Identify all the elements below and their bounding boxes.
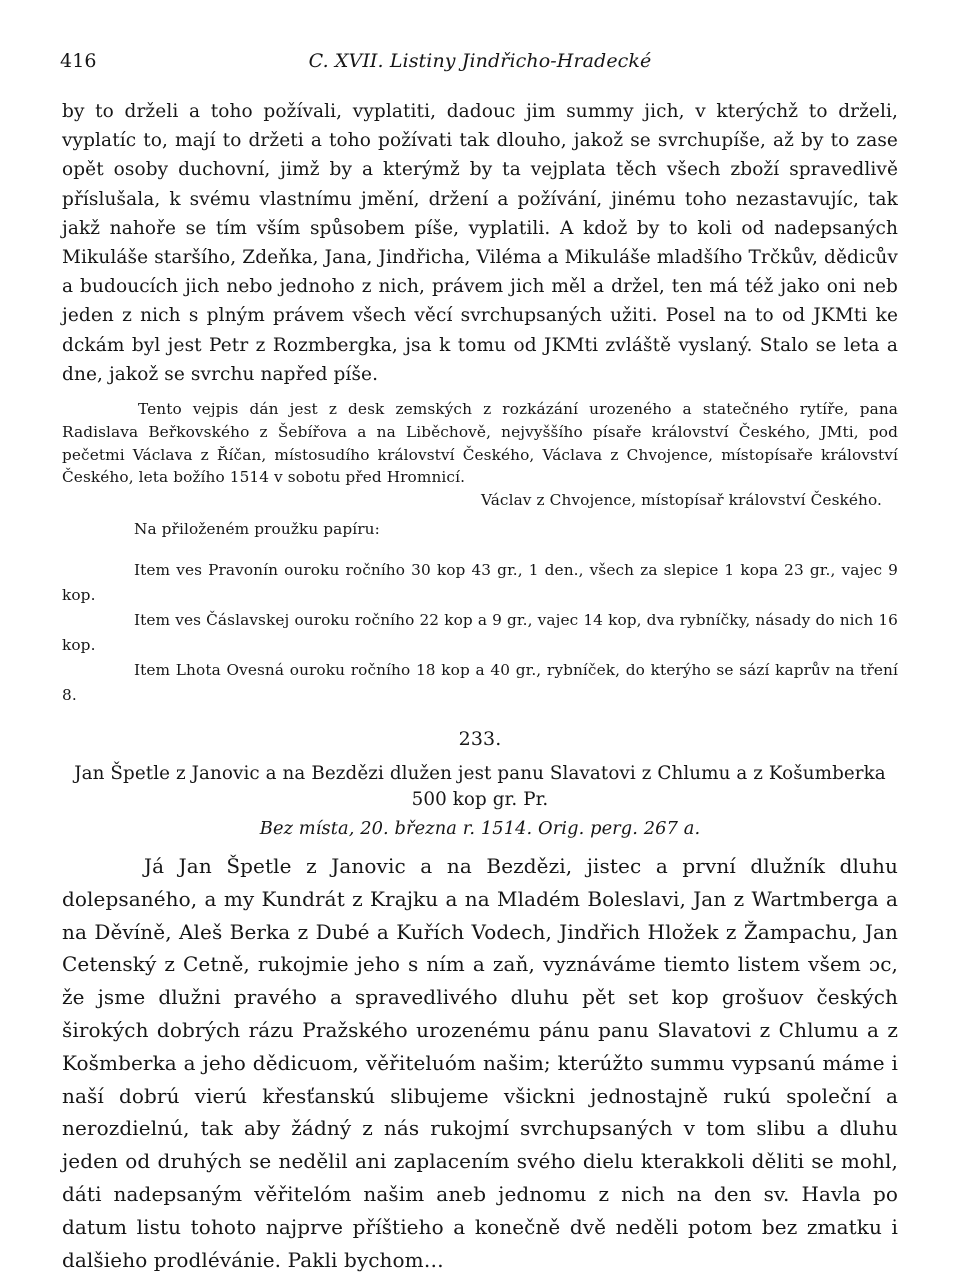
running-head: C. XVII. Listiny Jindřicho-Hradecké (308, 50, 652, 72)
document-summary (62, 761, 898, 813)
item-text: Item Lhota Ovesná ouroku ročního 18 kop a 40 gr., rybníček, do kterýho se sází kaprův (134, 661, 830, 679)
document-number: 233. (458, 728, 502, 750)
summary-line: 500 kop gr. Pr. (411, 789, 549, 810)
copy-note: Tento vejpis dán jest z desk zemských z rozkázání urozeného a statečného rytíře, pana Radislava Beřkovského z Šebířova a na Liběchově, nejvyššího písaře království Českého, JMti, pod pečetmi Václava z Říčan, místosudího království Českého, Václava z Chvojence, místopísaře království Českého, leta božího 1514 v sobotu před Hromnicí. (62, 400, 898, 487)
summary-line: Jan Špetle z Janovic a na Bezdězi dlužen jest panu Slavatovi z Chlumu a z Košumberka (74, 763, 886, 784)
continuation-paragraph: by to drželi a toho požívali, vyplatiti, dadouc jim summy jich, v kterýchž to drželi, vyplatíc to, mají to držeti a toho požívati tak dlouho, jakož se svrchupíše, až by to zase opět osoby duchovní, jimž by a kterýmž by ta vejplata těch všech zboží spravedlivě příslušala, k svému vlastnímu jmění, držení a požívání, jinému toho nezastavujíc, tak jakž nahoře se tím vším spůsobem píše, vyplatili. A kdož by to koli od nadepsaných Mikuláše staršího, Zdeňka, Jana, Jindřicha, Viléma a Mikuláše mladšího Trčkův, dědicův a budoucích jich nebo jednoho z nich, právem jich měl a držel, ten má též jako oni neb jeden z nich s plným právem všech věcí svrchupsaných užiti. Posel na to od JKMti ke dckám byl jest Petr z Rozmbergka, jsa k tomu od JKMti zvláště vyslaný. Stalo se leta a dne, jakož se svrchu napřed píše. (62, 101, 898, 385)
document-body-paragraph: Já Jan Špetle z Janovic a na Bezdězi, jistec a první dlužník dluhu dolepsaného, a my Kundrát z Krajku a na Mladém Boleslavi, Jan z Wartmberga a na Děvíně, Aleš Berka z Dubé a Kuřích Vodech, Jindřich Hložek z Žampachu, Jan Cetenský z Cetně, rukojmie jeho s ním a zaň, vyznáváme tiemto listem všem ɔc, že jsme dlužni pravého a spravedlivého dluhu pět set kop grošuov českých širokých dobrých rázu Pražského urozenému pánu panu Slavatovi z Chlumu a z Košmberka a jeho dědicuom, věřiteluóm našim; kterúžto summu vypsanú máme i naší dobrú vierú křesťanskú slibujeme všickni jednostajně rukú společní a nerozdielnú, tak aby žádný z nás rukojmí svrchupsaných v tom slibu a dluhu jeden od druhých se nedělil ani zaplacením svého dielu kterakkoli děliti se mohl, dáti nadepsaným věřitelóm našim aneb jednomu z nich na den sv. Havla po datum listu tohoto najprve příštieho a konečně dvě neděli potom bez zmatku i dalšieho prodlévánie. Pakli bychom… (62, 854, 898, 1272)
list-item (62, 558, 898, 608)
item-text: Item ves Pravonín ouroku ročního 30 kop 43 gr., 1 den., všech za slepice 1 kopa 23 gr., (134, 561, 836, 579)
attachment-label: Na přiloženém proužku papíru: (134, 519, 380, 538)
item-text: Item ves Čáslavskej ouroku ročního 22 kop a 9 gr., vajec 14 kop, dva rybníčky, násady (134, 611, 811, 629)
document-body (62, 850, 898, 1276)
item-text-continued: na tření 8. (62, 661, 899, 704)
signature: Václav z Chvojence, místopísař království Českého. (480, 491, 882, 510)
page-header (60, 50, 900, 78)
list-item (62, 608, 898, 658)
continuation-text (62, 97, 898, 389)
items-list (62, 558, 898, 708)
list-item (62, 658, 898, 708)
page-number: 416 (60, 50, 97, 72)
document-dating: Bez místa, 20. března r. 1514. Orig. perg. 267 a. (259, 818, 701, 839)
item-text-continued: do nich 16 kop. (62, 611, 899, 654)
copy-note-block (62, 398, 898, 541)
item-text-continued: vajec 9 kop. (62, 561, 899, 604)
